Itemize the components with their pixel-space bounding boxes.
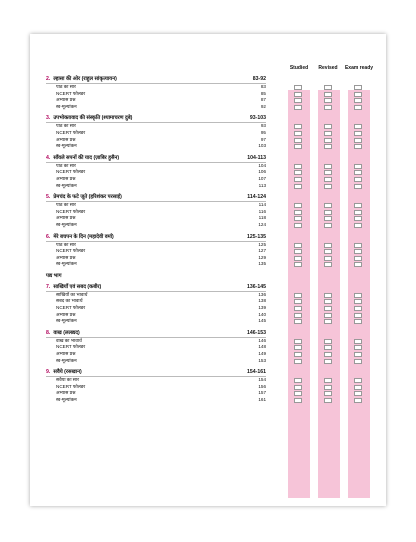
chapter-page-range: 104-113 xyxy=(247,154,266,161)
toc-entry xyxy=(46,104,266,111)
chapter-page-range: 93-103 xyxy=(249,115,266,122)
toc-entry-page: 146 xyxy=(258,337,266,343)
toc-entry-label: सवैया का सार xyxy=(56,377,79,383)
toc-entry-label: NCERT फोलडर xyxy=(56,344,86,350)
section-label: पद्य भाग xyxy=(46,272,62,279)
toc-entry-label: स्व-मूल्यांकन xyxy=(56,261,77,267)
checkbox[interactable] xyxy=(324,170,332,175)
studied-column xyxy=(288,90,310,498)
toc-entry xyxy=(46,312,266,319)
toc-entry-page: 157 xyxy=(258,390,266,396)
checkbox[interactable] xyxy=(324,216,332,221)
checkbox[interactable] xyxy=(354,293,362,298)
toc-entry xyxy=(46,169,266,176)
toc-entry-label: अभ्यास प्रश्न xyxy=(56,175,76,181)
toc-entry-page: 113 xyxy=(258,182,266,188)
checkbox[interactable] xyxy=(294,210,302,215)
checkbox[interactable] xyxy=(354,131,362,136)
toc-entry-label: अभ्यास प्रश्न xyxy=(56,215,76,221)
toc-entry-label: पाठ का सार xyxy=(56,84,76,89)
chapter-title: 6. मेरे बचपन के दिन (महादेवी वर्मा) xyxy=(46,233,114,240)
toc-entry-label: स्व-मूल्यांकन xyxy=(56,397,77,402)
checkbox[interactable] xyxy=(354,345,362,350)
checkbox[interactable] xyxy=(324,352,332,357)
toc-entry-label: अभ्यास प्रश्न xyxy=(56,390,76,396)
checkbox[interactable] xyxy=(294,391,302,396)
chapter-title: 8. वाख (ललद्यद) xyxy=(46,329,80,336)
checkbox[interactable] xyxy=(294,92,302,97)
checkbox[interactable] xyxy=(324,398,332,403)
checkbox[interactable] xyxy=(324,131,332,136)
checkbox[interactable] xyxy=(354,359,362,364)
toc-entry-label: NCERT फोलडर xyxy=(56,248,86,254)
checkbox[interactable] xyxy=(354,170,362,175)
checkbox[interactable] xyxy=(294,170,302,175)
checkbox[interactable] xyxy=(294,339,302,344)
toc-entry-page: 136 xyxy=(258,291,266,297)
toc-entry-page: 161 xyxy=(258,397,266,402)
toc-entry-page: 104 xyxy=(258,162,266,168)
chapter-block xyxy=(46,74,266,110)
toc-entry xyxy=(46,358,266,365)
checkbox[interactable] xyxy=(324,313,332,318)
toc-entry-label: सबद का भावार्थ xyxy=(56,298,83,304)
checkbox[interactable] xyxy=(324,391,332,396)
checkbox[interactable] xyxy=(324,177,332,182)
toc-entry xyxy=(46,176,266,183)
checkbox[interactable] xyxy=(324,144,332,149)
toc-entry-page: 85 xyxy=(260,90,266,96)
chapter-title: 3. उपभोक्तावाद की संस्कृति (श्यामाचरण दुबे) xyxy=(46,115,133,122)
checkbox[interactable] xyxy=(324,359,332,364)
chapter-number: 4. xyxy=(46,154,51,161)
chapter-heading xyxy=(46,192,266,202)
checkbox[interactable] xyxy=(324,203,332,208)
chapter-block xyxy=(46,282,266,325)
checkbox[interactable] xyxy=(354,98,362,103)
checkbox[interactable] xyxy=(354,243,362,248)
checkbox[interactable] xyxy=(324,299,332,304)
revised-header: Revised xyxy=(318,65,338,71)
chapter-block xyxy=(46,113,266,149)
toc-entry-label: NCERT फोलडर xyxy=(56,383,86,389)
checkbox[interactable] xyxy=(354,138,362,143)
checkbox[interactable] xyxy=(354,203,362,208)
checkbox[interactable] xyxy=(324,262,332,267)
toc-entry-page: 129 xyxy=(258,254,266,260)
toc-entry-page: 139 xyxy=(258,305,266,311)
toc-entry-page: 125 xyxy=(258,241,266,247)
checkbox[interactable] xyxy=(324,385,332,390)
toc-entry xyxy=(46,97,266,104)
checkbox[interactable] xyxy=(354,216,362,221)
checkbox[interactable] xyxy=(354,210,362,215)
chapter-number: 8. xyxy=(46,329,51,336)
checkbox[interactable] xyxy=(354,184,362,189)
toc-entry xyxy=(46,209,266,216)
toc-entry xyxy=(46,137,266,144)
checkbox[interactable] xyxy=(324,345,332,350)
checkbox[interactable] xyxy=(294,144,302,149)
chapter-number: 6. xyxy=(46,233,51,240)
toc-entry xyxy=(46,130,266,137)
checkbox[interactable] xyxy=(324,249,332,254)
checkbox[interactable] xyxy=(294,223,302,228)
toc-entry-page: 135 xyxy=(258,261,266,267)
toc-entry-label: NCERT फोलडर xyxy=(56,129,86,135)
toc-entry-page: 138 xyxy=(258,298,266,304)
exam-ready-header: Exam ready xyxy=(344,65,374,71)
toc-entry-label: पाठ का सार xyxy=(56,202,76,208)
toc-entry-page: 95 xyxy=(260,129,266,135)
checkbox[interactable] xyxy=(354,262,362,267)
chapter-title: 9. सवैये (रसखान) xyxy=(46,369,82,376)
toc-entry xyxy=(46,215,266,222)
checkbox[interactable] xyxy=(354,385,362,390)
checkbox[interactable] xyxy=(324,319,332,324)
toc-entry xyxy=(46,183,266,190)
toc-entry-label: अभ्यास प्रश्न xyxy=(56,351,76,357)
checkbox[interactable] xyxy=(354,223,362,228)
checkbox[interactable] xyxy=(354,249,362,254)
toc-entry xyxy=(46,390,266,397)
checkbox[interactable] xyxy=(294,177,302,182)
toc-entry-page: 156 xyxy=(258,383,266,389)
toc-entry xyxy=(46,305,266,312)
toc-entry-page: 83 xyxy=(260,84,266,89)
checkbox[interactable] xyxy=(324,85,332,90)
checkbox[interactable] xyxy=(324,339,332,344)
checkbox[interactable] xyxy=(294,243,302,248)
chapter-title: 5. प्रेमचंद के फटे जूते (हरिशंकर परसाई) xyxy=(46,194,122,201)
toc-entry-label: स्व-मूल्यांकन xyxy=(56,357,77,363)
checkbox[interactable] xyxy=(294,345,302,350)
toc-entry-label: स्व-मूल्यांकन xyxy=(56,221,77,227)
checkbox[interactable] xyxy=(324,256,332,261)
toc-entry-label: NCERT फोलडर xyxy=(56,208,86,214)
checkbox[interactable] xyxy=(354,306,362,311)
toc-entry-label: NCERT फोलडर xyxy=(56,305,86,311)
checkbox[interactable] xyxy=(294,98,302,103)
toc-entry-page: 153 xyxy=(258,357,266,363)
toc-entry-label: अभ्यास प्रश्न xyxy=(56,97,76,103)
toc-entry-label: अभ्यास प्रश्न xyxy=(56,254,76,260)
checkbox[interactable] xyxy=(324,105,332,110)
chapter-heading xyxy=(46,153,266,163)
toc-entry-label: स्व-मूल्यांकन xyxy=(56,318,77,324)
toc-entry-label: पाठ का सार xyxy=(56,241,76,247)
checkbox[interactable] xyxy=(294,216,302,221)
checkbox[interactable] xyxy=(294,249,302,254)
chapter-page-range: 154-161 xyxy=(246,369,266,376)
chapter-number: 9. xyxy=(46,369,51,376)
revised-column xyxy=(318,90,340,498)
toc-entry-page: 93 xyxy=(260,123,266,129)
chapter-heading xyxy=(46,232,266,242)
book-page xyxy=(30,34,386,506)
checkbox[interactable] xyxy=(324,184,332,189)
chapter-block xyxy=(46,328,266,364)
checkbox[interactable] xyxy=(294,256,302,261)
exam-ready-column xyxy=(348,90,370,498)
chapter-heading xyxy=(46,282,266,292)
checkbox[interactable] xyxy=(294,124,302,129)
toc-entry-label: स्व-मूल्यांकन xyxy=(56,103,77,109)
toc-entry-page: 145 xyxy=(258,318,266,324)
checkbox[interactable] xyxy=(354,92,362,97)
toc-entry-page: 127 xyxy=(258,248,266,254)
chapter-title: 7. साखियाँ एवं सबद (कबीर) xyxy=(46,283,102,290)
checkbox[interactable] xyxy=(294,203,302,208)
chapter-number: 3. xyxy=(46,115,51,122)
chapter-heading xyxy=(46,74,266,84)
checkbox[interactable] xyxy=(324,243,332,248)
toc-entry-label: अभ्यास प्रश्न xyxy=(56,311,76,317)
toc-entry xyxy=(46,84,266,91)
checkbox[interactable] xyxy=(324,306,332,311)
checkbox[interactable] xyxy=(354,378,362,383)
checkbox[interactable] xyxy=(354,319,362,324)
chapter-page-range: 114-124 xyxy=(247,194,266,201)
toc-entry xyxy=(46,202,266,209)
chapter-heading xyxy=(46,367,266,377)
checkbox[interactable] xyxy=(324,164,332,169)
checkbox[interactable] xyxy=(354,339,362,344)
toc-entry-label: NCERT फोलडर xyxy=(56,90,86,96)
chapter-block xyxy=(46,367,266,403)
chapter-title: 4. साँवले सपनों की याद (ज़ाबिर हुसैन) xyxy=(46,154,120,161)
chapter-heading xyxy=(46,113,266,123)
checkbox[interactable] xyxy=(324,293,332,298)
checkbox[interactable] xyxy=(294,398,302,403)
checkbox[interactable] xyxy=(294,131,302,136)
toc-entry-page: 140 xyxy=(258,311,266,317)
chapter-heading xyxy=(46,328,266,338)
toc-entry-page: 148 xyxy=(258,344,266,350)
toc-entry-page: 116 xyxy=(258,208,266,214)
chapter-title: 2. ल्हासा की ओर (राहुल सांकृत्यायन) xyxy=(46,76,117,82)
toc-entry xyxy=(46,222,266,229)
toc-entry-page: 118 xyxy=(258,215,266,221)
checkbox[interactable] xyxy=(294,85,302,90)
checkbox[interactable] xyxy=(354,177,362,182)
checkbox[interactable] xyxy=(294,319,302,324)
toc-entry-label: वाख का भावार्थ xyxy=(56,337,82,343)
toc-entry-label: साखियों का भावार्थ xyxy=(56,291,88,297)
toc-entry xyxy=(46,123,266,130)
chapter-page-range: 146-153 xyxy=(246,329,266,336)
toc-entry xyxy=(46,351,266,358)
toc-entry-page: 114 xyxy=(258,202,266,208)
chapter-page-range: 125-135 xyxy=(246,233,266,240)
toc-entry-label: NCERT फोलडर xyxy=(56,169,86,175)
checkbox[interactable] xyxy=(294,293,302,298)
checkbox[interactable] xyxy=(294,184,302,189)
checkbox[interactable] xyxy=(324,124,332,129)
chapter-number: 7. xyxy=(46,283,51,290)
toc-entry-label: स्व-मूल्यांकन xyxy=(56,143,77,149)
chapter-page-range: 83-92 xyxy=(252,76,266,82)
toc-entry xyxy=(46,91,266,98)
checkbox[interactable] xyxy=(324,92,332,97)
chapter-block xyxy=(46,192,266,228)
checkbox[interactable] xyxy=(324,138,332,143)
checkbox[interactable] xyxy=(354,256,362,261)
checkbox[interactable] xyxy=(294,138,302,143)
checkbox[interactable] xyxy=(294,359,302,364)
checkbox[interactable] xyxy=(294,105,302,110)
toc-entry-page: 154 xyxy=(258,377,266,383)
toc-entry xyxy=(46,397,266,404)
toc-entry xyxy=(46,344,266,351)
toc-entry-page: 107 xyxy=(258,175,266,181)
checkbox[interactable] xyxy=(354,164,362,169)
toc-entry-label: पाठ का सार xyxy=(56,162,76,168)
toc-entry-page: 87 xyxy=(260,97,266,103)
toc-entry-page: 124 xyxy=(258,221,266,227)
checkbox[interactable] xyxy=(354,352,362,357)
checkbox[interactable] xyxy=(324,98,332,103)
toc-entry-page: 106 xyxy=(258,169,266,175)
checkbox[interactable] xyxy=(294,164,302,169)
table-of-contents xyxy=(46,74,266,407)
toc-entry-page: 149 xyxy=(258,351,266,357)
toc-entry xyxy=(46,384,266,391)
chapter-page-range: 136-145 xyxy=(246,283,266,290)
checkbox[interactable] xyxy=(354,391,362,396)
toc-entry-page: 97 xyxy=(260,136,266,142)
checkbox[interactable] xyxy=(324,210,332,215)
chapter-number: 5. xyxy=(46,194,51,201)
checkbox[interactable] xyxy=(294,299,302,304)
toc-entry xyxy=(46,248,266,255)
studied-header: Studied xyxy=(289,65,309,71)
checkbox[interactable] xyxy=(294,378,302,383)
toc-entry-page: 92 xyxy=(260,103,266,109)
toc-entry-label: अभ्यास प्रश्न xyxy=(56,136,76,142)
checkbox[interactable] xyxy=(354,299,362,304)
checkbox[interactable] xyxy=(354,105,362,110)
checkbox[interactable] xyxy=(354,85,362,90)
toc-entry xyxy=(46,255,266,262)
checkbox[interactable] xyxy=(294,352,302,357)
checkbox[interactable] xyxy=(324,378,332,383)
checkbox[interactable] xyxy=(354,124,362,129)
checkbox[interactable] xyxy=(354,398,362,403)
chapter-number: 2. xyxy=(46,76,51,82)
toc-entry-page: 103 xyxy=(258,143,266,149)
toc-entry xyxy=(46,377,266,384)
checkbox[interactable] xyxy=(294,262,302,267)
toc-entry-label: पाठ का सार xyxy=(56,123,76,129)
toc-entry-label: स्व-मूल्यांकन xyxy=(56,182,77,188)
toc-entry xyxy=(46,143,266,150)
checkbox[interactable] xyxy=(294,313,302,318)
checkbox[interactable] xyxy=(354,144,362,149)
checkbox[interactable] xyxy=(354,313,362,318)
toc-entry xyxy=(46,261,266,268)
checkbox[interactable] xyxy=(294,306,302,311)
chapter-block xyxy=(46,232,266,268)
checkbox[interactable] xyxy=(294,385,302,390)
toc-entry xyxy=(46,318,266,325)
checkbox[interactable] xyxy=(324,223,332,228)
chapter-block xyxy=(46,153,266,189)
